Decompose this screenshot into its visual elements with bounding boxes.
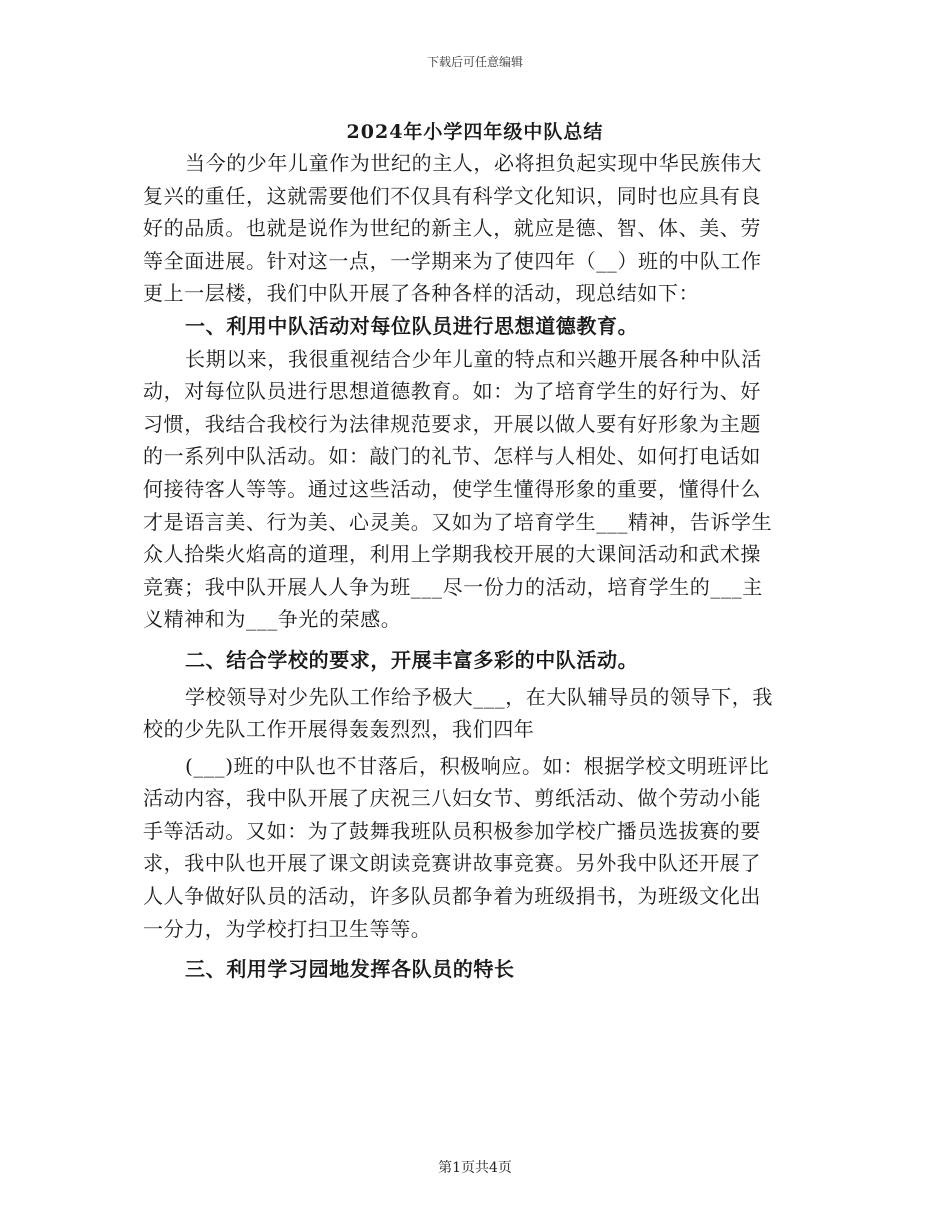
- page-number: 第1页共4页: [438, 1160, 512, 1176]
- paragraph-line: 的一系列中队活动。如：敲门的礼节、怎样与人相处、如何打电话如: [143, 444, 761, 469]
- paragraph-line: 复兴的重任，这就需要他们不仅具有科学文化知识，同时也应具有良: [143, 183, 761, 208]
- paragraph-line: 长期以来，我很重视结合少年儿童的特点和兴趣开展各种中队活: [185, 346, 762, 371]
- paragraph-line: 好的品质。也就是说作为世纪的新主人，就应是德、智、体、美、劳: [143, 216, 761, 241]
- paragraph-line: 动，对每位队员进行思想道德教育。如：为了培育学生的好行为、好: [143, 379, 761, 404]
- paragraph-line: 手等活动。又如：为了鼓舞我班队员积极参加学校广播员选拔赛的要: [143, 818, 761, 843]
- document-title: 2024年小学四年级中队总结: [346, 121, 604, 143]
- paragraph-line: 校的少先队工作开展得轰轰烈烈，我们四年: [143, 717, 535, 742]
- paragraph-line: 义精神和为___争光的荣感。: [143, 607, 402, 632]
- paragraph-line: 更上一层楼，我们中队开展了各种各样的活动，现总结如下：: [143, 281, 700, 306]
- paragraph-line: 活动内容，我中队开展了庆祝三八妇女节、剪纸活动、做个劳动小能: [143, 786, 761, 811]
- header-note: 下载后可任意编辑: [426, 55, 523, 69]
- section-heading-1: 一、利用中队活动对每位队员进行思想道德教育。: [185, 313, 639, 338]
- paragraph-line: 等全面进展。针对这一点，一学期来为了使四年（__）班的中队工作: [143, 248, 762, 273]
- paragraph-line: 人人争做好队员的活动，许多队员都争着为班级捐书，为班级文化出: [143, 884, 761, 909]
- document-body: [143, 147, 813, 986]
- paragraph-line: 何接待客人等等。通过这些活动，使学生懂得形象的重要，懂得什么: [143, 476, 761, 501]
- paragraph-line: 求，我中队也开展了课文朗读竞赛讲故事竞赛。另外我中队还开展了: [143, 851, 761, 876]
- paragraph-line: 竞赛；我中队开展人人争为班___尽一份力的活动，培育学生的___主: [143, 574, 763, 599]
- paragraph-line: 一分力，为学校打扫卫生等等。: [143, 916, 432, 941]
- paragraph-line: 学校领导对少先队工作给予极大___，在大队辅导员的领导下，我: [185, 684, 773, 709]
- section-heading-2: 二、结合学校的要求，开展丰富多彩的中队活动。: [185, 647, 639, 672]
- paragraph-line: 当今的少年儿童作为世纪的主人，必将担负起实现中华民族伟大: [185, 151, 762, 175]
- section-heading-3: 三、利用学习园地发挥各队员的特长: [185, 957, 515, 982]
- paragraph-line: 才是语言美、行为美、心灵美。又如为了培育学生___精神，告诉学生: [143, 509, 773, 534]
- paragraph-line: 习惯，我结合我校行为法律规范要求，开展以做人要有好形象为主题: [143, 411, 761, 436]
- paragraph-line: (___)班的中队也不甘落后，积极响应。如：根据学校文明班评比: [185, 753, 770, 778]
- paragraph-line: 众人拾柴火焰高的道理，利用上学期我校开展的大课间活动和武术操: [143, 542, 761, 567]
